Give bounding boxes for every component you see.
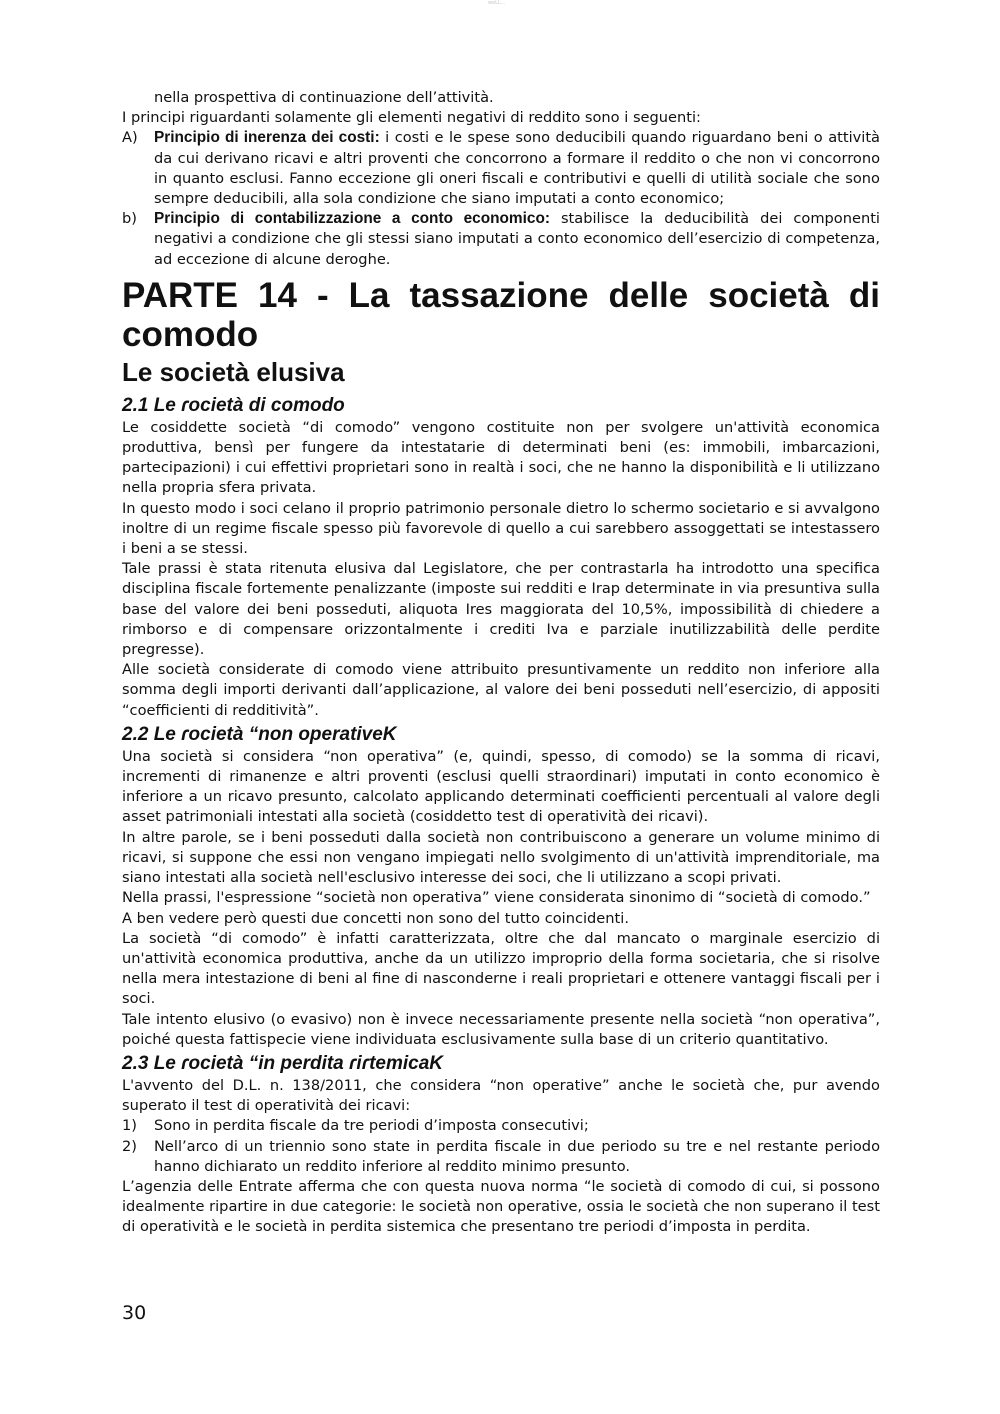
list-marker: b) [122,210,137,228]
list-marker: 1) [122,1117,137,1135]
paragraph: L'avvento del D.L. n. 138/2011, che considera “non operative” anche le società che, pur avendo superato il test di operatività dei ricavi: [122,1076,880,1115]
list-item [122,128,880,209]
list-item [122,1116,880,1136]
page-number: 30 [122,1302,147,1324]
continuation-line: nella prospettiva di continuazione dell’attività. [154,89,494,106]
part-title: PARTE 14 - La tassazione delle società di comodo [122,275,880,354]
list-marker: A) [122,129,138,147]
section-heading: 2.1 Le ɾocietà di comodo [122,394,345,416]
part-subtitle: Le società elusiva [122,356,345,387]
principle-title: Principio di inerenza dei costi: [154,129,380,147]
paragraph: A ben vedere però questi due concetti non sono del tutto coincidenti. [122,909,629,927]
paragraph: Tale intento elusivo (o evasivo) non è invece necessariamente presente nella società “non operativa”, poiché questa fattispecie viene individuata esclusivamente sulla base di un criterio quantitativo. [122,1010,880,1048]
paragraph: Alle società considerate di comodo viene attribuito presuntivamente un reddito non inferiore alla somma degli importi derivanti dall’applicazione, al valore dei beni posseduti nell’esercizio, di appositi “coefficienti di redditività”. [122,661,880,719]
list-item [122,1137,880,1177]
paragraph: L’agenzia delle Entrate afferma che con questa nuova norma “le società di comodo di cui, si possono idealmente ripartire in due categorie: le società non operative, ossia le società che non superano il test di operatività e le società in perdita sistemica che presentano tre periodi d’imposta in perdita. [122,1177,880,1236]
header-watermark: weLL... [488,0,506,6]
principle-text: i costi e le spese sono deducibili quando riguardano beni o attività da cui derivano ricavi e altri proventi che concorrono a formare il reddito o che non vi concorrono in quanto esclusi. Fanno eccezione gli oneri fiscali e contributivi e quelli di utilità sociale che sono sempre deducibili, alla sola condizione che siano imputati a conto economico; [154,129,880,208]
list-item-text: Nell’arco di un triennio sono state in perdita fiscale in due periodo su tre e nel restante periodo hanno dichiarato un reddito inferiore al reddito minimo presunto. [154,1137,880,1175]
section-heading: 2.2 Le ɾocietà “non operativeK [122,723,397,745]
principles-intro: I principi riguardanti solamente gli elementi negativi di reddito sono i seguenti: [122,109,701,127]
page-body [122,88,880,1238]
list-marker: 2) [122,1137,137,1155]
paragraph: Le cosiddette società “di comodo” vengono costituite non per svolgere un'attività economica produttiva, bensì per fungere da intestatarie di determinati beni (es: immobili, imbarcazioni, partecipazioni) i cui effettivi proprietari sono in realtà i soci, che ne hanno la disponibilità e li utilizzano nella propria sfera privata. [122,418,880,497]
paragraph: Una società si considera “non operativa” (e, quindi, spesso, di comodo) se la somma di ricavi, incrementi di rimanenze e altri proventi (esclusi quelli straordinari) imputati in conto economico è inferiore a un ricavo presunto, calcolato applicando determinati coefficienti percentuali al valore degli asset patrimoniali intestati alla società (cosiddetto test di operatività dei ricavi). [122,747,880,826]
paragraph: In altre parole, se i beni posseduti dalla società non contribuiscono a generare un volume minimo di ricavi, si suppone che essi non vengano impiegati nello svolgimento di un'attività imprenditoriale, ma siano intestati alla società nell'esclusivo interesse dei soci, che li utilizzano a scopi privati. [122,828,880,887]
paragraph: Tale prassi è stata ritenuta elusiva dal Legislatore, che per contrastarla ha introdotto una specifica disciplina fiscale fortemente penalizzante (imposte sui redditi e Irap determinate in via presuntiva sulla base del valore dei beni posseduti, aliquota Ires maggiorata del 10,5%, impossibilità di chiedere a rimborso e di compensare orizzontalmente i crediti Iva e parziale inutilizzabilità delle perdite pregresse). [122,560,880,659]
paragraph: In questo modo i soci celano il proprio patrimonio personale dietro lo schermo societario e si avvalgono inoltre di un regime fiscale spesso più favorevole di quello a cui sarebbero assoggettati se intestassero i beni a se stessi. [122,499,880,558]
list-item-text: Sono in perdita fiscale da tre periodi d’imposta consecutivi; [154,1117,589,1135]
principle-title: Principio di contabilizzazione a conto economico: [154,210,550,228]
list-item [122,209,880,270]
paragraph: Nella prassi, l'espressione “società non operativa” viene considerata sinonimo di “società di comodo.” [122,889,871,907]
section-heading: 2.3 Le ɾocietà “in perdita ɾiɾtemicaK [122,1052,444,1074]
principle-text: stabilisce la deducibilità dei componenti negativi a condizione che gli stessi siano imputati a conto economico dell’esercizio di competenza, ad eccezione di alcune deroghe. [154,210,880,268]
paragraph: La società “di comodo” è infatti caratterizzata, oltre che dal mancato o marginale esercizio di un'attività economica produttiva, anche da un utilizzo improprio della forma societaria, che si risolve nella mera intestazione di beni al fine di nasconderne i reali proprietari e ottenere vantaggi fiscali per i soci. [122,929,880,1008]
